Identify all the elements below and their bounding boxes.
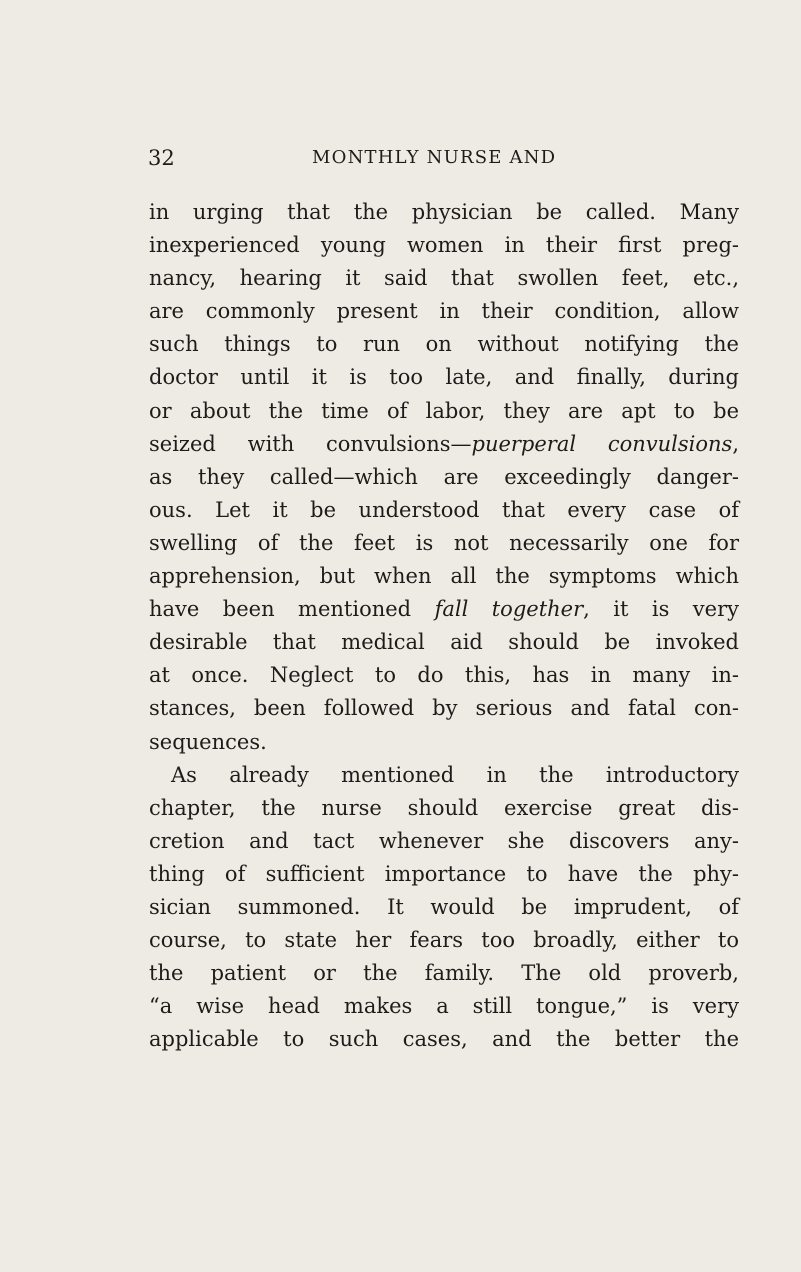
text-line [149,527,739,560]
text-line [149,1023,739,1056]
text-line [149,328,739,361]
text-line [149,924,739,957]
text-segment: , it is very [583,597,739,622]
italic-text: puerperal convulsions [471,431,733,456]
text-segment: “a wise head makes a still tongue,” is very [149,994,739,1019]
text-segment: chapter, the nurse should exercise great dis- [149,795,739,820]
italic-text: fall together [434,597,584,622]
text-segment: sequences. [149,729,267,754]
page-number: 32 [148,146,175,170]
text-line [149,990,739,1023]
text-line [149,858,739,891]
text-segment: cretion and tact whenever she discovers any- [149,828,739,853]
text-segment: at once. Neglect to do this, has in many in- [149,663,739,688]
text-segment: desirable that medical aid should be invoked [149,630,739,655]
text-line [149,229,739,262]
text-line [149,395,739,428]
text-line [149,196,739,229]
text-line [149,825,739,858]
text-line [149,759,739,792]
text-line [149,957,739,990]
text-segment: are commonly present in their condition, allow [149,299,739,324]
text-segment: as they called—which are exceedingly danger- [149,464,739,489]
running-head [148,143,748,173]
text-segment: the patient or the family. The old proverb, [149,961,739,986]
text-segment: in urging that the physician be called. Many [149,200,739,224]
text-segment: such things to run on without notifying the [149,332,739,357]
text-segment: , [732,431,739,456]
text-segment: or about the time of labor, they are apt to be [149,398,739,423]
text-line [149,428,739,461]
text-line [149,593,739,626]
text-line [149,659,739,692]
text-segment: apprehension, but when all the symptoms which [149,564,739,589]
text-segment: sician summoned. It would be imprudent, of [149,894,739,919]
text-line [149,560,739,593]
text-line [149,891,739,924]
text-line [149,494,739,527]
text-segment: nancy, hearing it said that swollen feet, etc., [149,266,739,291]
text-segment: ous. Let it be understood that every case of [149,497,739,522]
text-line [149,692,739,725]
text-segment: As already mentioned in the introductory [171,762,739,787]
text-line [149,792,739,825]
text-segment: stances, been followed by serious and fatal con- [149,696,739,721]
text-line [149,361,739,394]
running-title: MONTHLY NURSE AND [312,147,557,168]
text-line [149,295,739,328]
text-segment: have been mentioned [149,597,435,622]
text-line [149,461,739,494]
text-segment: course, to state her fears too broadly, either to [149,928,739,953]
text-line [149,626,739,659]
text-line [149,262,739,295]
body-text [149,196,739,1056]
text-segment: applicable to such cases, and the better the [149,1027,739,1052]
text-segment: seized with convulsions— [149,431,472,456]
text-segment: doctor until it is too late, and finally, during [149,365,739,390]
text-line [149,726,739,759]
text-segment: inexperienced young women in their first preg- [149,233,739,258]
text-segment: swelling of the feet is not necessarily one for [149,530,739,555]
text-segment: thing of sufficient importance to have the phy- [149,861,739,886]
